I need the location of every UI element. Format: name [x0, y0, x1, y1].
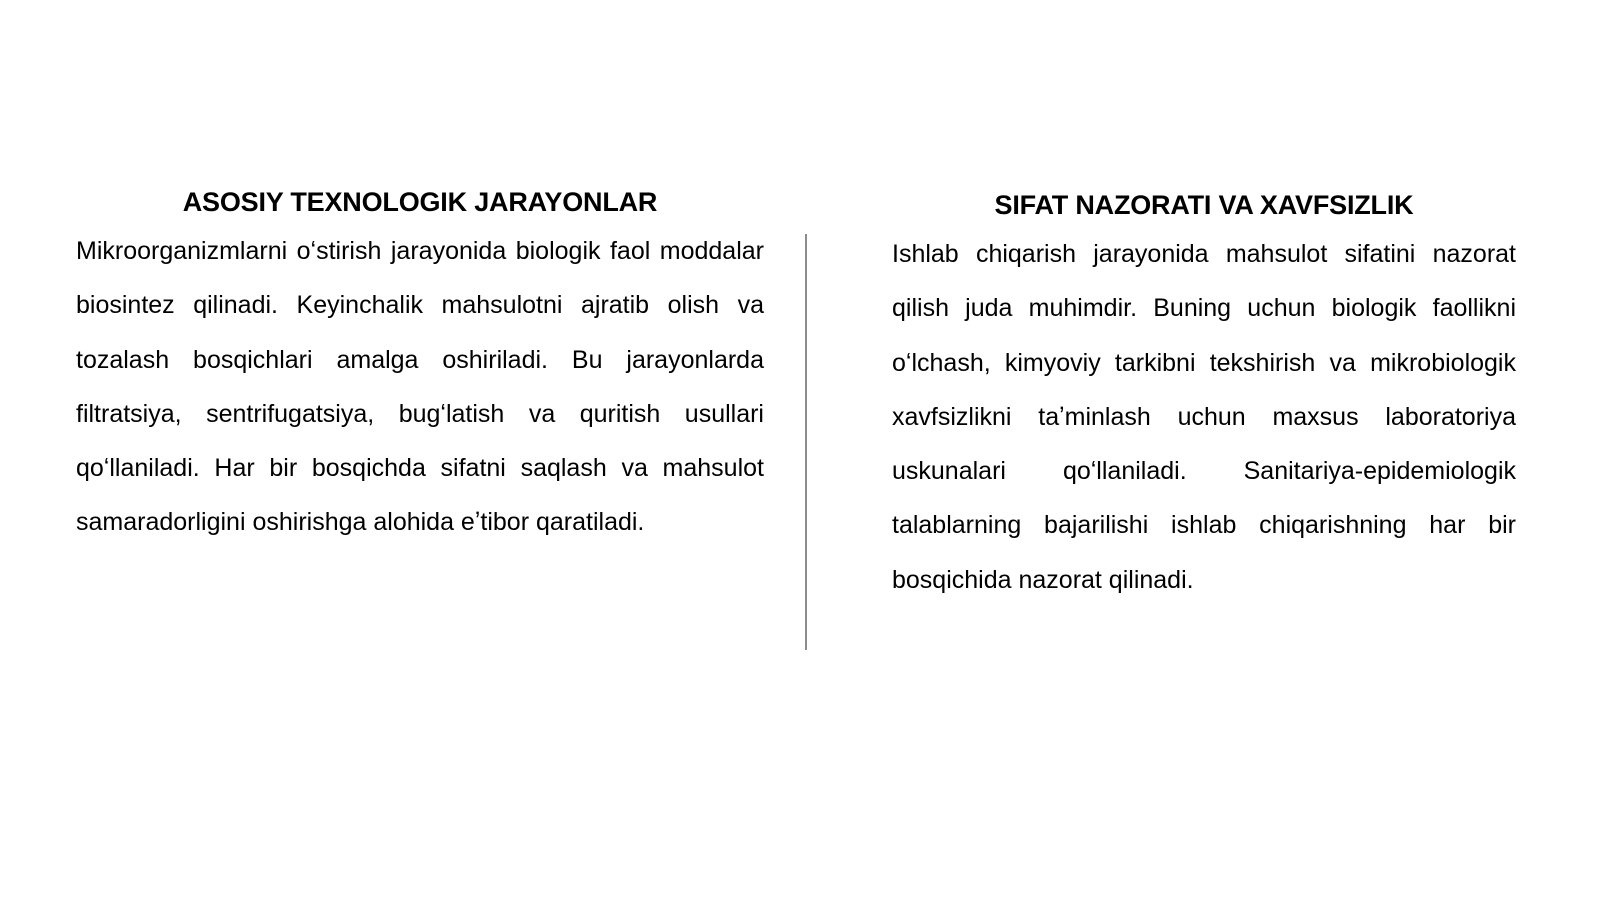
left-column — [76, 180, 764, 550]
column-divider — [805, 234, 807, 650]
right-section-heading: SIFAT NAZORATI VA XAVFSIZLIK — [994, 190, 1414, 220]
left-section-heading: ASOSIY TEXNOLOGIK JARAYONLAR — [182, 187, 658, 217]
right-section-paragraph: Ishlab chiqarish jarayonida mahsulot sifatini nazorat qilish juda muhimdir. Buning uchun biologik faollikni oʻlchash, kimyoviy tarkibni tekshirish va mikrobiologik xavfsizlikni taʼminlash uchun maxsus laboratoriya uskunalari qoʻllaniladi. Sanitariya-epidemiologik talablarning bajarilishi ishlab chiqarishning har bir bosqichida nazorat qilinadi. — [892, 240, 1516, 594]
right-column — [892, 183, 1516, 607]
left-section-paragraph: Mikroorganizmlarni oʻstirish jarayonida biologik faol moddalar biosintez qilinadi. Keyinchalik mahsulotni ajratib olish va tozalash bosqichlari amalga oshiriladi. Bu jarayonlarda filtratsiya, sentrifugatsiya, bugʻlatish va quritish usullari qoʻllaniladi. Har bir bosqichda sifatni saqlash va mahsulot samaradorligini oshirishga alohida eʼtibor qaratiladi. — [76, 237, 764, 537]
